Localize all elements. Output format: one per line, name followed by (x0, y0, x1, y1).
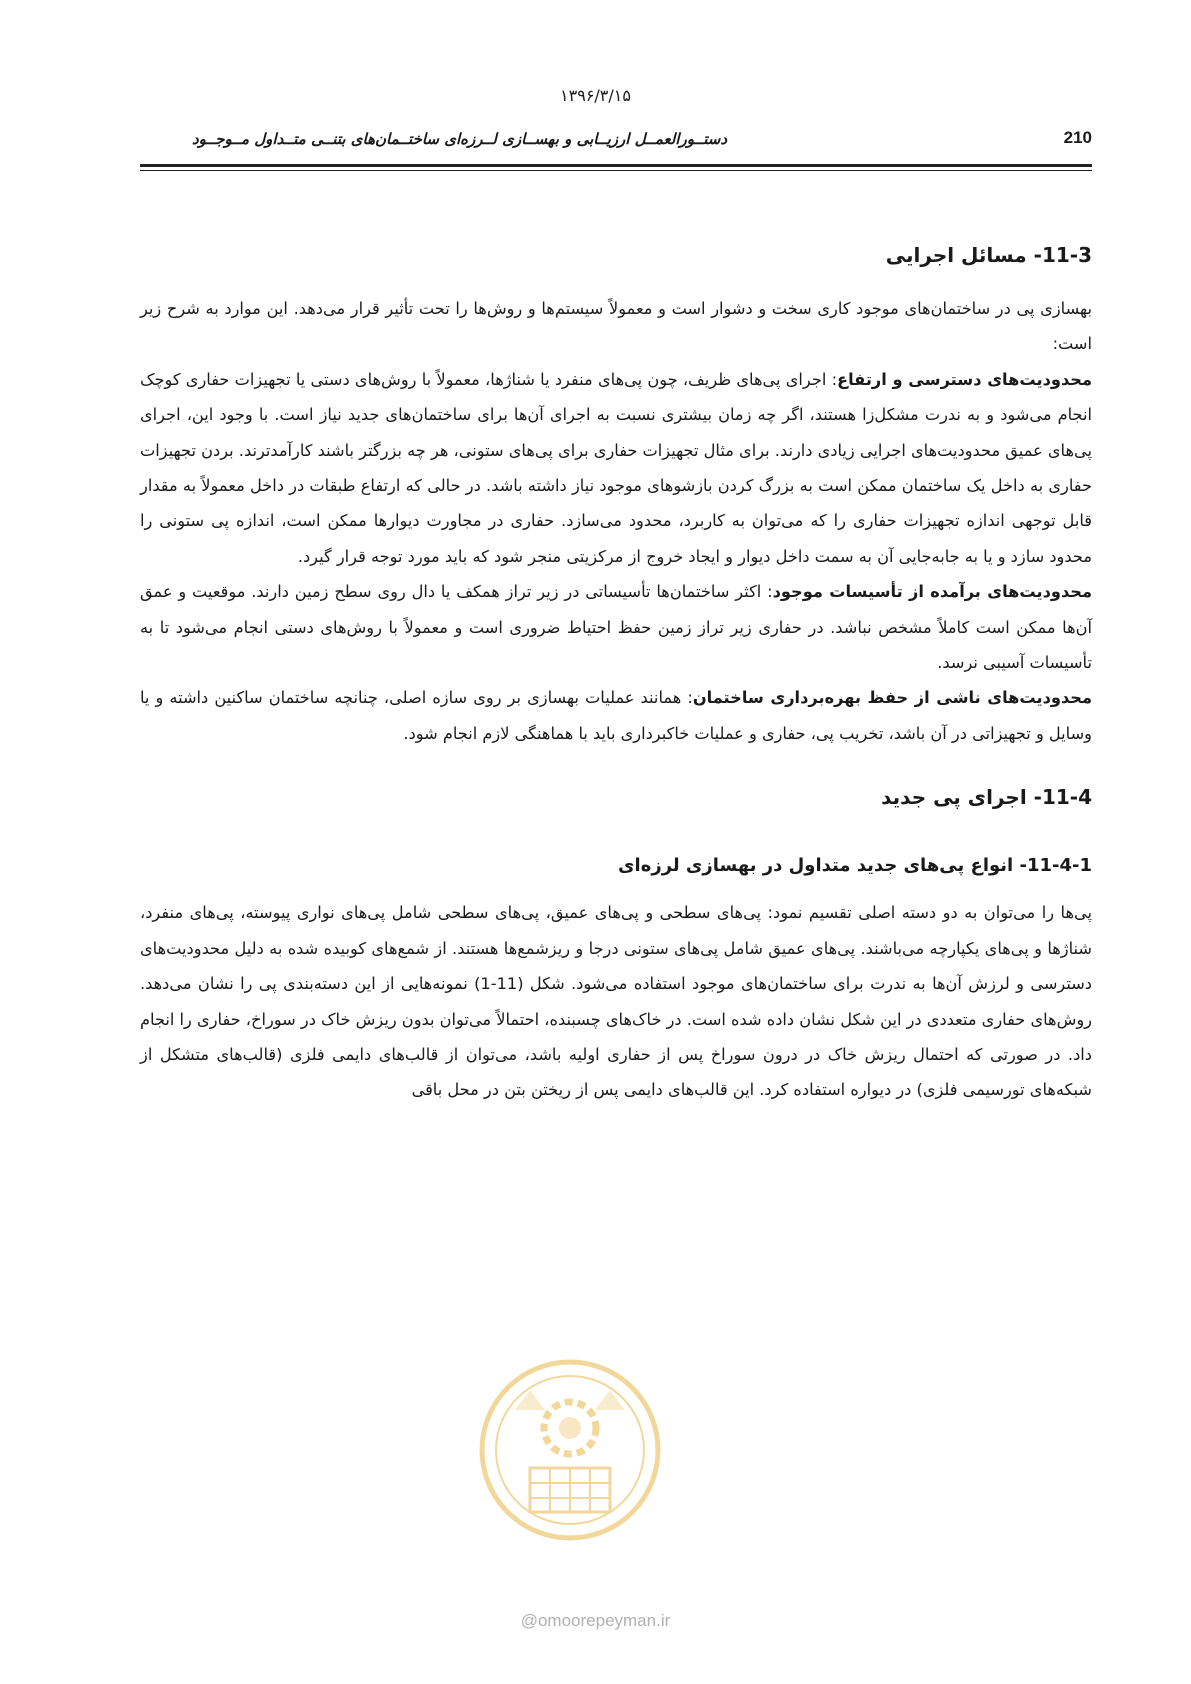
page-number: 210 (1063, 128, 1092, 147)
header-rule-thick (140, 164, 1092, 167)
paragraph-occupancy-limits-term: محدودیت‌های ناشی از حفظ بهره‌برداری ساختمان (692, 688, 1092, 708)
paragraph-utilities-limits-term: محدودیت‌های برآمده از تأسیسات موجود (772, 582, 1092, 602)
paragraph-occupancy-limits-text: : همانند عملیات بهسازی بر روی سازه اصلی، چنانچه ساختمان ساکنین داشته و یا وسایل و تجهیزاتی در آن باشد، تخریب پی، حفاری و عملیات خاکبرداری باید با هماهنگی لازم انجام شود. (140, 688, 1092, 743)
section-heading-11-3: 11-3- مسائل اجرایی (885, 243, 1092, 267)
paragraph-intro-text: بهسازی پی در ساختمان‌های موجود کاری سخت و دشوار است و معمولاً سیستم‌ها و روش‌ها را تحت تأثیر قرار می‌دهد. این موارد به شرح زیر است: (140, 299, 1092, 354)
running-header-title: دستــورالعمــل ارزیــابی و بهســازی لــرزه‌ای ساختــمان‌های بتنــی متــداول مــوجــود (192, 130, 728, 148)
paragraph-access-limits-term: محدودیت‌های دسترسی و ارتفاع (837, 369, 1092, 389)
paragraph-foundation-types: پی‌ها را می‌توان به دو دسته اصلی تقسیم نمود: پی‌های سطحی و پی‌های عمیق، پی‌های سطحی شامل پی‌های نواری پیوسته، پی‌های منفرد، شناژها و پی‌های یکپارچه می‌باشند. پی‌های عمیق شامل پی‌های ستونی درجا و ریزشمع‌ها هستند. از شمع‌های کوبیده شده به دلیل محدودیت‌های دسترسی و لرزش آن‌ها به ندرت برای ساختمان‌های موجود استفاده می‌شود. شکل (11-1) نمونه‌هایی از این دسته‌بندی پی را نشان می‌دهد. روش‌های حفاری متعددی در این شکل نشان داده شده است. در خاک‌های چسبنده، احتمالاً می‌توان بدون ریزش خاک در سوراخ، حفاری را انجام داد. در صورتی که احتمال ریزش خاک در درون سوراخ پس از حفاری اولیه باشد، می‌توان از قالب‌های دایمی فلزی (قالب‌های متشکل از شبکه‌های تورسیمی فلزی) در دیواره استفاده کرد. این قالب‌های دایمی پس از ریختن بتن در محل باقی (140, 903, 1092, 1100)
paragraph-access-limits-text: : اجرای پی‌های ظریف، چون پی‌های منفرد یا شناژها، معمولاً با روش‌های دستی یا تجهیزات حفاری کوچک انجام می‌شود و به ندرت مشکل‌زا هستند، اگر چه زمان بیشتری نسبت به اجرای آن‌ها برای ساختمان‌های جدید نیاز است. با وجود این، اجرای پی‌های عمیق محدودیت‌های اجرایی زیادی دارند. برای مثال تجهیزات حفاری برای پی‌های ستونی، هر چه بزرگتر باشند کارآمدترند. بردن تجهیزات حفاری به داخل یک ساختمان ممکن است به بزرگ کردن بازشوهای موجود نیاز داشته باشد. در حالی که ارتفاع طبقات در داخل معمولاً به مقدار قابل توجهی اندازه تجهیزات حفاری را که می‌توان به کاربرد، محدود می‌سازد. حفاری در مجاورت دیوارها ممکن است، اندازه پی ستونی را محدود سازد و یا به جابه‌جایی آن به سمت داخل دیوار و ایجاد خروج از مرکزیتی منجر شود که باید مورد توجه قرار گیرد. (140, 369, 1092, 566)
section-heading-11-4: 11-4- اجرای پی جدید (881, 785, 1092, 810)
subsection-heading-11-4-1: 11-4-1- انواع پی‌های جدید متداول در بهسازی لرزه‌ای (618, 855, 1092, 877)
section-gap (140, 751, 1092, 777)
paragraph-access-limits (140, 362, 1092, 574)
paragraph-utilities-limits-text: : اکثر ساختمان‌ها تأسیساتی در زیر تراز همکف یا دال روی سطح زمین دارند. موقعیت و عمق آن‌ها ممکن است کاملاً مشخص نباشد. در حفاری زیر تراز زمین حفظ احتیاط ضروری است و معمولاً با روش‌های دستی انجام می‌شود تا به تأسیسات آسیبی نرسد. (140, 582, 1092, 673)
page-date: ۱۳۹۶/۳/۱۵ (560, 86, 631, 105)
paragraph-occupancy-limits (140, 680, 1092, 751)
subsection-gap (140, 833, 1092, 847)
watermark-text: @omoorepeyman.ir (520, 1611, 671, 1630)
watermark-seal-icon (475, 1350, 665, 1550)
page-body (140, 235, 1092, 1108)
header-rule-thin (140, 170, 1092, 171)
paragraph-utilities-limits (140, 574, 1092, 680)
running-header (140, 126, 1092, 156)
paragraph-intro (140, 291, 1092, 362)
